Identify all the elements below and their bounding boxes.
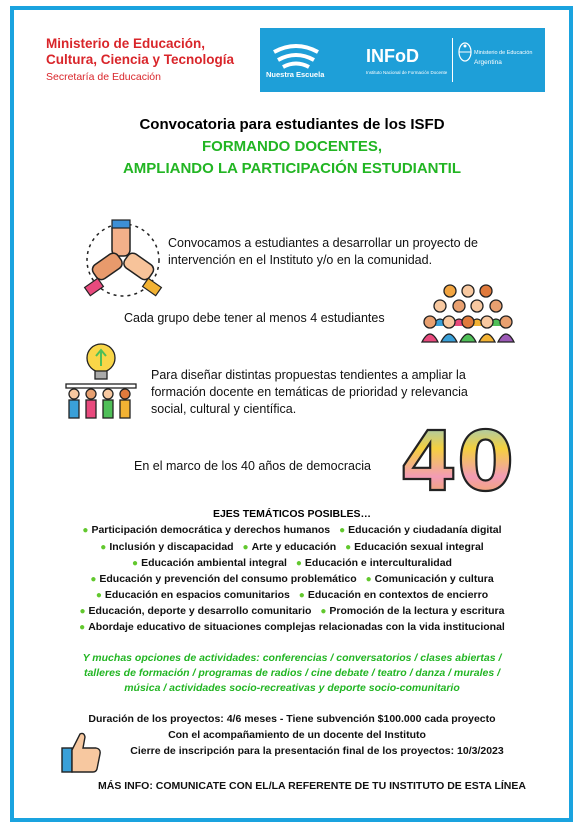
thumbs-up-icon	[60, 730, 102, 774]
infod-logo: INFoD	[366, 46, 419, 66]
convocamos-line2: intervención en el Instituto y/o en la comunidad.	[168, 253, 433, 267]
forty-text: 40	[400, 415, 515, 510]
eje-item: Promoción de la lectura y escritura	[329, 605, 505, 617]
infod-subtitle: Instituto Nacional de Formación Docente	[366, 70, 448, 75]
bullet-icon: ●	[79, 606, 86, 617]
eje-item: Educación sexual integral	[354, 541, 484, 553]
ministry-line1: Ministerio de Educación,	[46, 36, 206, 51]
ejes-row-1	[0, 524, 584, 536]
disenar-line2: formación docente en temáticas de prioridad y relevancia	[151, 385, 468, 399]
nuestra-escuela-logo	[266, 38, 326, 84]
nuestra-escuela-icon	[266, 38, 326, 70]
bullet-icon: ●	[79, 622, 86, 633]
bullet-icon: ●	[132, 558, 139, 569]
opciones-line2: talleres de formación / programas de radios / cine debate / teatro / danza / murales /	[83, 667, 501, 679]
acompanamiento-text: Con el acompañamiento de un docente del Instituto	[168, 729, 426, 741]
partner-logos	[260, 28, 545, 92]
convocamos-line1: Convocamos a estudiantes a desarrollar un proyecto de	[168, 236, 478, 250]
argentina-shield-icon	[458, 42, 472, 62]
bullet-icon: ●	[339, 525, 346, 536]
disenar-line3: social, cultural y científica.	[151, 402, 297, 416]
green-title-line2: AMPLIANDO LA PARTICIPACIÓN ESTUDIANTIL	[122, 160, 462, 177]
ejes-row-4	[0, 573, 584, 585]
bullet-icon: ●	[345, 542, 352, 553]
bullet-icon: ●	[365, 574, 372, 585]
eje-item: Educación en contextos de encierro	[307, 589, 489, 601]
eje-item: Participación democrática y derechos humanos	[91, 524, 331, 536]
divider	[452, 38, 453, 82]
ejes-row-6	[0, 605, 584, 617]
green-title-line1: FORMANDO DOCENTES,	[202, 138, 382, 155]
disenar-line1: Para diseñar distintas propuestas tendientes a ampliar la	[151, 368, 466, 382]
bullet-icon: ●	[320, 606, 327, 617]
bullet-icon: ●	[242, 542, 249, 553]
ejes-row-2	[0, 541, 584, 553]
eje-item: Inclusión y discapacidad	[109, 541, 234, 553]
bullet-icon: ●	[100, 542, 107, 553]
main-title: Convocatoria para estudiantes de los ISFD	[139, 116, 445, 133]
ejes-row-7	[0, 621, 584, 633]
ejes-row-3	[0, 557, 584, 569]
group-people-icon	[420, 282, 516, 344]
eje-item: Educación y prevención del consumo problemático	[99, 573, 357, 585]
eje-item: Educación en espacios comunitarios	[104, 589, 290, 601]
number-forty-icon	[398, 410, 515, 510]
ministry-line2: Cultura, Ciencia y Tecnología	[46, 52, 235, 67]
mas-info-text: MÁS INFO: COMUNICATE CON EL/LA REFERENTE DE TU INSTITUTO DE ESTA LÍNEA	[98, 780, 526, 792]
eje-item: Educación ambiental integral	[141, 557, 287, 569]
ejes-row-5	[0, 589, 584, 601]
argentina-ministry-label: Ministerio de Educación	[474, 50, 533, 56]
eje-item: Comunicación y cultura	[374, 573, 494, 585]
democracia-text: En el marco de los 40 años de democracia	[134, 459, 371, 473]
ministry-sub: Secretaría de Educación	[46, 71, 161, 83]
header-banner	[40, 28, 545, 92]
eje-item: Abordaje educativo de situaciones complejas relacionadas con la vida institucional	[88, 621, 505, 633]
grupo-text: Cada grupo debe tener al menos 4 estudiantes	[124, 311, 385, 325]
opciones-line1: Y muchas opciones de actividades: conferencias / conversatorios / clases abiertas /	[82, 652, 502, 664]
bullet-icon: ●	[82, 525, 89, 536]
bullet-icon: ●	[298, 590, 305, 601]
eje-item: Educación e interculturalidad	[304, 557, 452, 569]
bullet-icon: ●	[90, 574, 97, 585]
bullet-icon: ●	[295, 558, 302, 569]
bullet-icon: ●	[95, 590, 102, 601]
hands-together-icon	[82, 218, 164, 302]
eje-item: Arte y educación	[251, 541, 337, 553]
opciones-block	[0, 651, 584, 696]
eje-item: Educación, deporte y desarrollo comunitario	[88, 605, 312, 617]
nuestra-escuela-label: Nuestra Escuela	[266, 70, 325, 79]
duracion-text: Duración de los proyectos: 4/6 meses - Tiene subvención $100.000 cada proyecto	[88, 713, 496, 725]
lightbulb-team-icon	[60, 340, 142, 420]
argentina-label: Argentina	[474, 59, 502, 66]
cierre-text: Cierre de inscripción para la presentación final de los proyectos: 10/3/2023	[130, 745, 504, 757]
ejes-title: EJES TEMÁTICOS POSIBLES…	[212, 508, 372, 520]
opciones-line3: música / actividades socio-recreativas y deporte socio-comunitario	[124, 682, 460, 694]
ministry-logo	[40, 28, 260, 92]
eje-item: Educación y ciudadanía digital	[348, 524, 502, 536]
